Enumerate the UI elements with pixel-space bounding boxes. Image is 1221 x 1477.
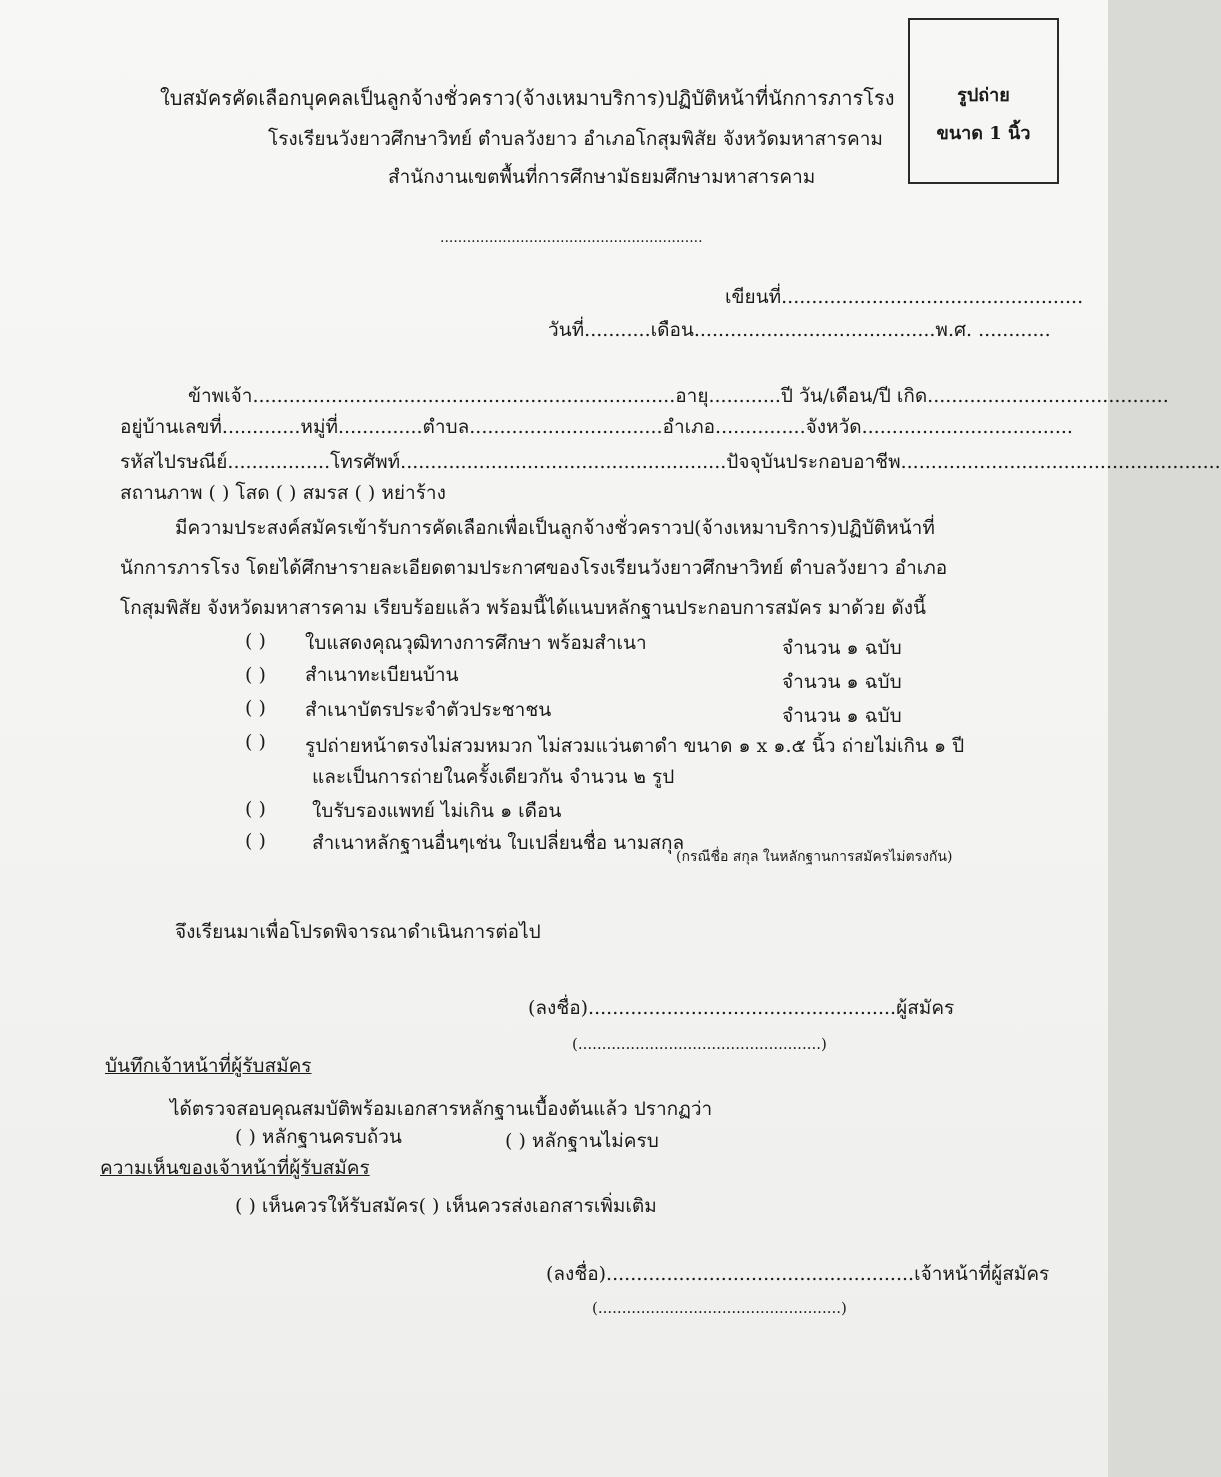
doc-checkbox: ( ) bbox=[245, 664, 266, 686]
address-line: อยู่บ้านเลขที่.............หมู่ที่..............ตำบล................................อำเภอ...............จังหวัด................................... bbox=[120, 416, 1073, 438]
postal-phone-line: รหัสไปรษณีย์.................โทรศัพท์......................................................ปัจจุบันประกอบอาชีพ..................................................... bbox=[120, 451, 1221, 473]
doc-checkbox: ( ) bbox=[245, 731, 266, 753]
doc-other-evidence: สำเนาหลักฐานอื่นๆเช่น ใบเปลี่ยนชื่อ นามสกุล bbox=[312, 832, 685, 854]
intent-line-3: โกสุมพิสัย จังหวัดมหาสารคาม เรียบร้อยแล้ว พร้อมนี้ได้แนบหลักฐานประกอบการสมัคร มาด้วย ดังนี้ bbox=[120, 597, 926, 619]
written-at: เขียนที่.................................................. bbox=[725, 286, 1084, 308]
doc-qty: จำนวน ๑ ฉบับ bbox=[782, 671, 902, 693]
doc-id-card: สำเนาบัตรประจำตัวประชาชน bbox=[305, 699, 552, 721]
doc-house-registration: สำเนาทะเบียนบ้าน bbox=[305, 664, 459, 686]
officer-printed-name: (...................................................) bbox=[592, 1299, 847, 1317]
doc-checkbox: ( ) bbox=[245, 630, 266, 652]
officer-record-text: ได้ตรวจสอบคุณสมบัติพร้อมเอกสารหลักฐานเบื้องต้นแล้ว ปรากฏว่า bbox=[170, 1098, 713, 1120]
closing-sentence: จึงเรียนมาเพื่อโปรดพิจารณาดำเนินการต่อไป bbox=[175, 921, 541, 943]
intent-line-2: นักการภารโรง โดยได้ศึกษารายละเอียดตามประกาศของโรงเรียนวังยาวศึกษาวิทย์ ตำบลวังยาว อำเภอ bbox=[120, 557, 948, 579]
form-title: ใบสมัครคัดเลือกบุคคลเป็นลูกจ้างชั่วคราว(จ้างเหมาบริการ)ปฏิบัติหน้าที่นักการภารโรง bbox=[160, 86, 895, 110]
officer-signature: (ลงชื่อ)...................................................เจ้าหน้าที่ผู้สมัคร bbox=[546, 1263, 1050, 1285]
intent-line-1: มีความประสงค์สมัครเข้ารับการคัดเลือกเพื่อเป็นลูกจ้างชั่วคราวป(จ้างเหมาบริการ)ปฏิบัติหน้าที่ bbox=[175, 517, 935, 539]
photo-box bbox=[908, 18, 1059, 184]
marital-status-line: สถานภาพ ( ) โสด ( ) สมรส ( ) หย่าร้าง bbox=[120, 482, 446, 504]
doc-medical-certificate: ใบรับรองแพทย์ ไม่เกิน ๑ เดือน bbox=[312, 800, 562, 822]
photo-box-size: ขนาด 1 นิ้ว bbox=[936, 123, 1031, 144]
doc-checkbox: ( ) bbox=[245, 697, 266, 719]
applicant-printed-name: (...................................................) bbox=[572, 1035, 827, 1053]
evidence-complete-option: ( ) หลักฐานครบถ้วน bbox=[235, 1126, 402, 1148]
office-name: สำนักงานเขตพื้นที่การศึกษามัธยมศึกษามหาสารคาม bbox=[388, 166, 816, 188]
doc-qty: จำนวน ๑ ฉบับ bbox=[782, 637, 902, 659]
officer-opinion-options: ( ) เห็นควรให้รับสมัคร( ) เห็นควรส่งเอกสารเพิ่มเติม bbox=[235, 1195, 657, 1217]
applicant-name-line: ข้าพเจ้า......................................................................อายุ............ปี วัน/เดือน/ปี เกิด........................................ bbox=[188, 385, 1169, 407]
doc-checkbox: ( ) bbox=[245, 830, 266, 852]
applicant-signature: (ลงชื่อ)...................................................ผู้สมัคร bbox=[528, 997, 955, 1019]
evidence-incomplete-option: ( ) หลักฐานไม่ครบ bbox=[505, 1130, 659, 1152]
reference-line: ........................................................... bbox=[440, 230, 703, 246]
doc-qty: จำนวน ๑ ฉบับ bbox=[782, 705, 902, 727]
officer-opinion-heading: ความเห็นของเจ้าหน้าที่ผู้รับสมัคร bbox=[100, 1157, 370, 1179]
school-name: โรงเรียนวังยาวศึกษาวิทย์ ตำบลวังยาว อำเภอโกสุมพิสัย จังหวัดมหาสารคาม bbox=[268, 128, 883, 150]
doc-education: ใบแสดงคุณวุฒิทางการศึกษา พร้อมสำเนา bbox=[305, 632, 647, 654]
doc-photo: รูปถ่ายหน้าตรงไม่สวมหมวก ไม่สวมแว่นตาดำ ขนาด ๑ x ๑.๕ นิ้ว ถ่ายไม่เกิน ๑ ปี bbox=[305, 735, 965, 757]
date-line: วันที่...........เดือน........................................พ.ศ. ............ bbox=[548, 319, 1051, 341]
officer-record-heading: บันทึกเจ้าหน้าที่ผู้รับสมัคร bbox=[105, 1055, 312, 1077]
photo-box-label: รูปถ่าย bbox=[957, 85, 1010, 106]
doc-checkbox: ( ) bbox=[245, 798, 266, 820]
doc-photo-continued: และเป็นการถ่ายในครั้งเดียวกัน จำนวน ๒ รูป bbox=[312, 766, 675, 788]
doc-other-note: (กรณีชื่อ สกุล ในหลักฐานการสมัครไม่ตรงกัน) bbox=[676, 849, 953, 865]
